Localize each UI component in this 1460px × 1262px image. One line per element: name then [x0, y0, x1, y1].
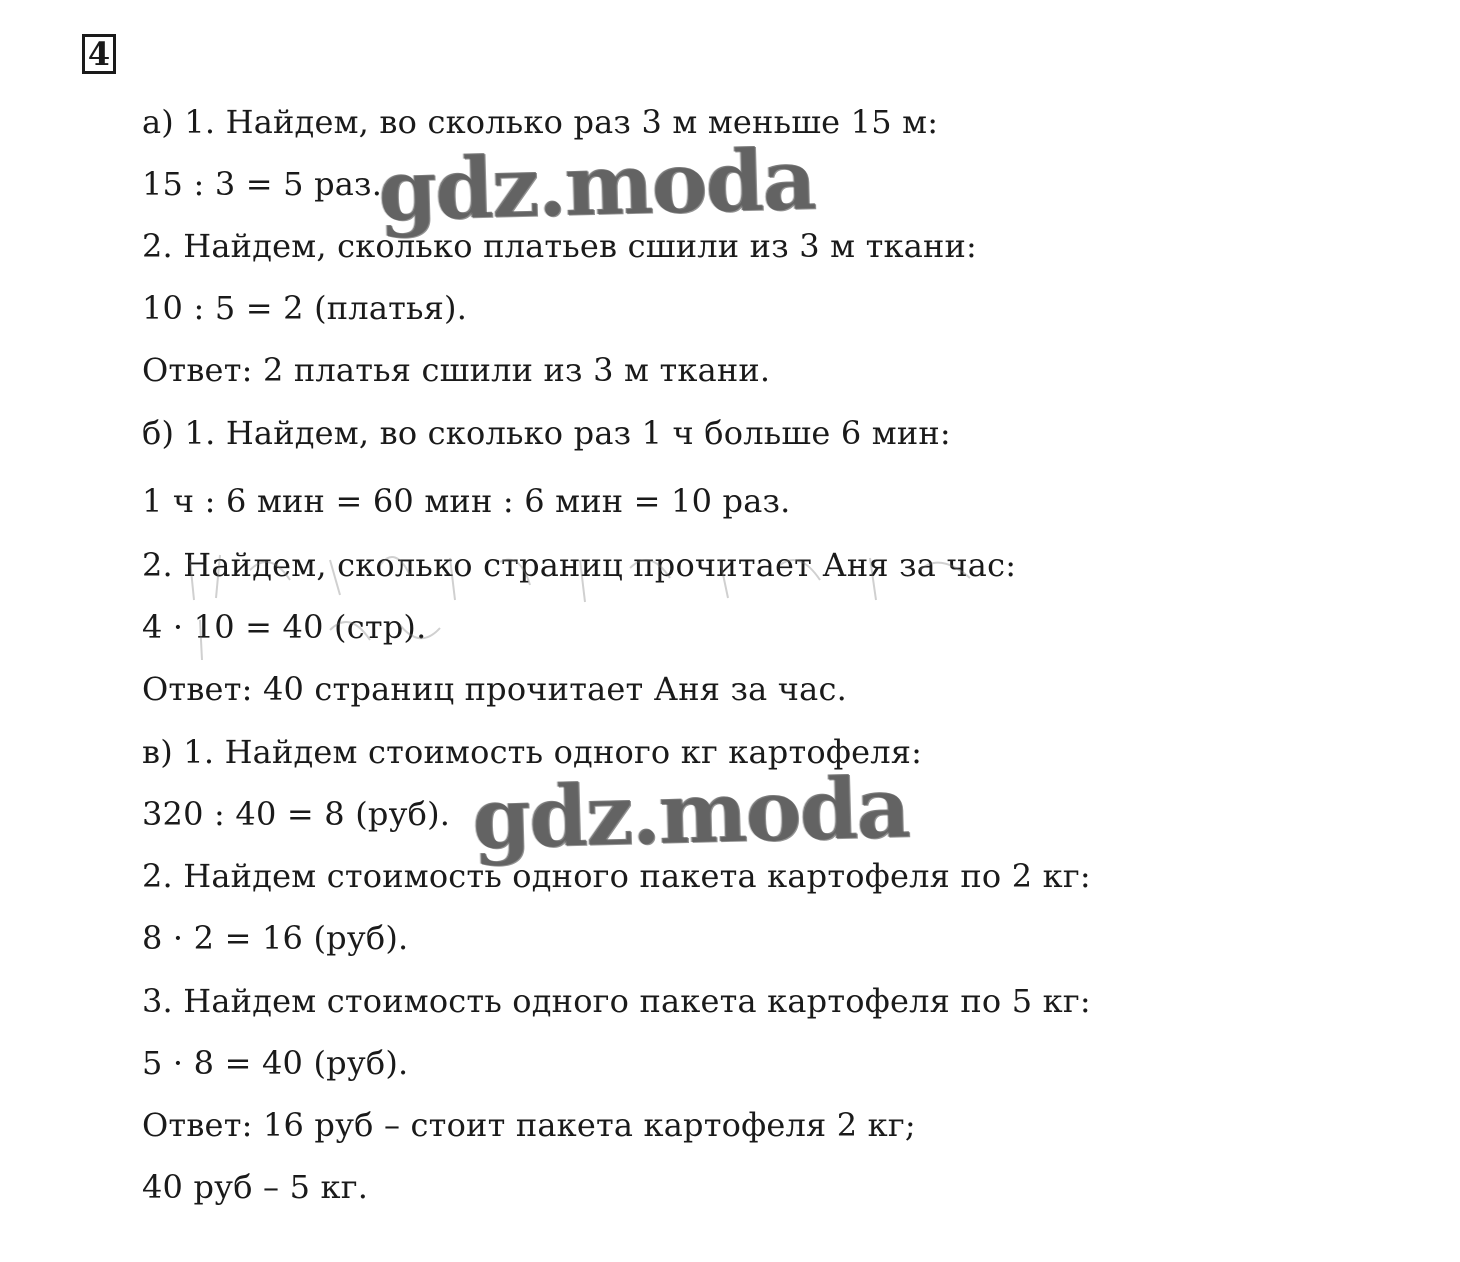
- solution-line: 5 · 8 = 40 (руб).: [142, 1044, 409, 1082]
- solution-line: 10 : 5 = 2 (платья).: [142, 289, 468, 327]
- solution-line: 15 : 3 = 5 раз.: [142, 165, 383, 203]
- solution-line: Ответ: 16 руб – стоит пакета картофеля 2 кг;: [142, 1106, 916, 1144]
- solution-line: 2. Найдем, сколько страниц прочитает Аня за час:: [142, 546, 1017, 584]
- solution-line: 40 руб – 5 кг.: [142, 1168, 369, 1206]
- solution-line: б) 1. Найдем, во сколько раз 1 ч больше 6 мин:: [142, 414, 951, 452]
- solution-line: а) 1. Найдем, во сколько раз 3 м меньше 15 м:: [142, 103, 939, 141]
- solution-line: 3. Найдем стоимость одного пакета картофеля по 5 кг:: [142, 982, 1091, 1020]
- solution-line: Ответ: 40 страниц прочитает Аня за час.: [142, 670, 847, 708]
- solution-line: 2. Найдем стоимость одного пакета картофеля по 2 кг:: [142, 857, 1091, 895]
- solution-line: 2. Найдем, сколько платьев сшили из 3 м ткани:: [142, 227, 978, 265]
- solution-line: 8 · 2 = 16 (руб).: [142, 919, 409, 957]
- solution-line: 4 · 10 = 40 (стр).: [142, 608, 427, 646]
- solution-line: в) 1. Найдем стоимость одного кг картофеля:: [142, 733, 923, 771]
- solution-line: 320 : 40 = 8 (руб).: [142, 795, 451, 833]
- solution-line: 1 ч : 6 мин = 60 мин : 6 мин = 10 раз.: [142, 482, 791, 520]
- task-number-badge: 4: [82, 34, 116, 74]
- watermark: gdz.moda: [470, 757, 910, 868]
- solution-line: Ответ: 2 платья сшили из 3 м ткани.: [142, 351, 771, 389]
- watermark: gdz.moda: [376, 129, 816, 240]
